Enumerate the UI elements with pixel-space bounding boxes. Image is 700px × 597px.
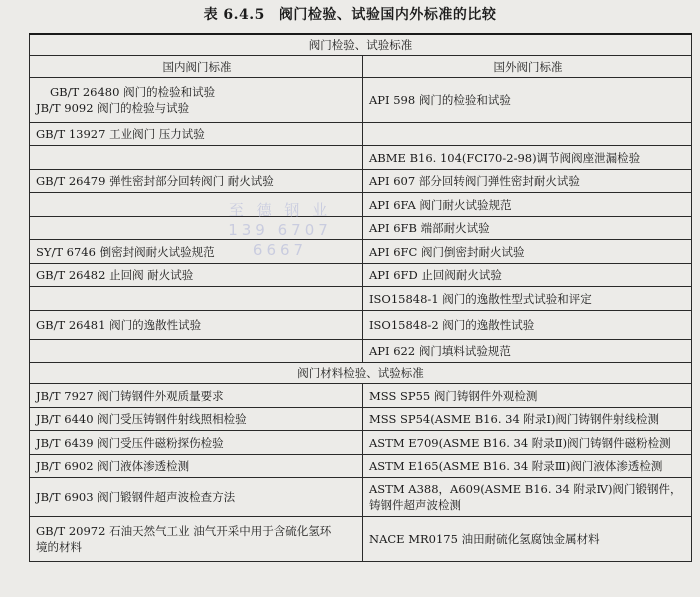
- cell-foreign: [363, 123, 692, 146]
- column-header-row: [30, 56, 692, 78]
- cell-text: API 607 部分回转阀门弹性密封耐火试验: [369, 174, 580, 188]
- table-row: [30, 240, 692, 264]
- cell-foreign: [363, 240, 692, 264]
- table-row: [30, 123, 692, 146]
- cell-text: API 598 阀门的检验和试验: [369, 93, 511, 107]
- cell-domestic: [30, 170, 363, 193]
- cell-foreign: [363, 217, 692, 240]
- cell-foreign: [363, 311, 692, 340]
- section-title-inspection: 阀门检验、试验标准: [30, 34, 692, 56]
- cell-text: API 622 阀门填料试验规范: [369, 344, 511, 358]
- cell-text: API 6FC 阀门倒密封耐火试验: [369, 244, 525, 259]
- cell-text: ISO15848-2 阀门的逸散性试验: [369, 318, 535, 332]
- cell-foreign: [363, 287, 692, 311]
- table-row: [30, 384, 692, 408]
- table-row: [30, 170, 692, 193]
- cell-domestic: [30, 287, 363, 311]
- cell-text: GB/T 26481 阀门的逸散性试验: [36, 318, 202, 332]
- cell-domestic: [30, 455, 363, 478]
- column-header-foreign: 国外阀门标准: [363, 56, 692, 78]
- section-title-material: 阀门材料检验、试验标准: [30, 363, 692, 384]
- cell-text: NACE MR0175 油田耐硫化氢腐蚀金属材料: [369, 532, 600, 546]
- cell-domestic: [30, 78, 363, 123]
- section-header-row: [30, 363, 692, 384]
- cell-text: API 6FA 阀门耐火试验规范: [369, 197, 512, 212]
- cell-text: ISO15848-1 阀门的逸散性型式试验和评定: [369, 291, 592, 306]
- cell-foreign: [363, 431, 692, 455]
- table-row: [30, 455, 692, 478]
- cell-text: GB/T 13927 工业阀门 压力试验: [36, 127, 205, 141]
- cell-domestic: [30, 240, 363, 264]
- cell-domestic: [30, 217, 363, 240]
- table-row: [30, 408, 692, 431]
- cell-domestic: [30, 340, 363, 363]
- cell-text: JB/T 7927 阀门铸钢件外观质量要求: [36, 388, 224, 403]
- watermark-line: 至 德 钢 业: [228, 201, 332, 219]
- cell-foreign: [363, 478, 692, 517]
- cell-foreign: [363, 517, 692, 562]
- table-row: [30, 193, 692, 217]
- cell-text: SY/T 6746 倒密封阀耐火试验规范: [36, 244, 215, 259]
- cell-text: MSS SP55 阀门铸钢件外观检测: [369, 388, 538, 403]
- cell-foreign: [363, 78, 692, 123]
- cell-text: ABME B16. 104(FCI70-2-98)调节阀阀座泄漏检验: [369, 150, 641, 165]
- table-row: [30, 78, 692, 123]
- cell-text: JB/T 6439 阀门受压件磁粉探伤检验: [36, 435, 224, 450]
- cell-domestic: [30, 517, 363, 562]
- table-title: 阀门检验、试验国内外标准的比较: [278, 7, 497, 23]
- cell-text: GB/T 20972 石油天然气工业 油气开采中用于含硫化氢环: [36, 524, 332, 538]
- cell-text: GB/T 26479 弹性密封部分回转阀门 耐火试验: [36, 174, 274, 188]
- cell-domestic: [30, 193, 363, 217]
- column-header-domestic: 国内阀门标准: [30, 56, 363, 78]
- table-row: [30, 517, 692, 562]
- watermark-line: 139 6707 6667: [228, 221, 332, 259]
- standards-comparison-table: [29, 33, 692, 562]
- table-row: [30, 287, 692, 311]
- cell-foreign: [363, 408, 692, 431]
- cell-domestic: [30, 311, 363, 340]
- table-row: [30, 340, 692, 363]
- cell-foreign: [363, 384, 692, 408]
- cell-text: ASTM E165(ASME B16. 34 附录Ⅲ)阀门液体渗透检测: [369, 459, 663, 473]
- cell-domestic: [30, 264, 363, 287]
- cell-text: GB/T 26480 阀门的检验和试验: [50, 85, 216, 99]
- cell-text: MSS SP54(ASME B16. 34 附录Ⅰ)阀门铸钢件射线检测: [369, 412, 659, 426]
- cell-foreign: [363, 264, 692, 287]
- cell-foreign: [363, 455, 692, 478]
- cell-text: JB/T 6903 阀门锻钢件超声波检查方法: [36, 490, 236, 504]
- cell-domestic: [30, 384, 363, 408]
- cell-foreign: [363, 193, 692, 217]
- cell-domestic: [30, 478, 363, 517]
- cell-domestic: [30, 123, 363, 146]
- cell-text: JB/T 9092 阀门的检验与试验: [36, 101, 190, 115]
- table-caption: [0, 4, 700, 24]
- cell-text: GB/T 26482 止回阀 耐火试验: [36, 268, 194, 282]
- cell-text: 铸钢件超声波检测: [369, 498, 461, 512]
- cell-domestic: [30, 408, 363, 431]
- cell-text: API 6FB 端部耐火试验: [369, 221, 490, 235]
- table-row: [30, 478, 692, 517]
- table-row: [30, 146, 692, 170]
- cell-foreign: [363, 340, 692, 363]
- cell-text: ASTM E709(ASME B16. 34 附录Ⅱ)阀门铸钢件磁粉检测: [369, 435, 671, 450]
- cell-foreign: [363, 170, 692, 193]
- cell-domestic: [30, 431, 363, 455]
- cell-text: JB/T 6440 阀门受压铸钢件射线照相检验: [36, 412, 247, 426]
- table-row: [30, 217, 692, 240]
- table-row: [30, 431, 692, 455]
- table-number: 表 6.4.5: [203, 7, 265, 23]
- cell-text: API 6FD 止回阀耐火试验: [369, 268, 502, 282]
- table-row: [30, 311, 692, 340]
- section-header-row: [30, 34, 692, 56]
- cell-text: ASTM A388，A609(ASME B16. 34 附录Ⅳ)阀门锻钢件，: [369, 482, 682, 496]
- cell-foreign: [363, 146, 692, 170]
- table-row: [30, 264, 692, 287]
- cell-text: 境的材料: [36, 540, 82, 554]
- cell-domestic: [30, 146, 363, 170]
- cell-text: JB/T 6902 阀门液体渗透检测: [36, 459, 190, 473]
